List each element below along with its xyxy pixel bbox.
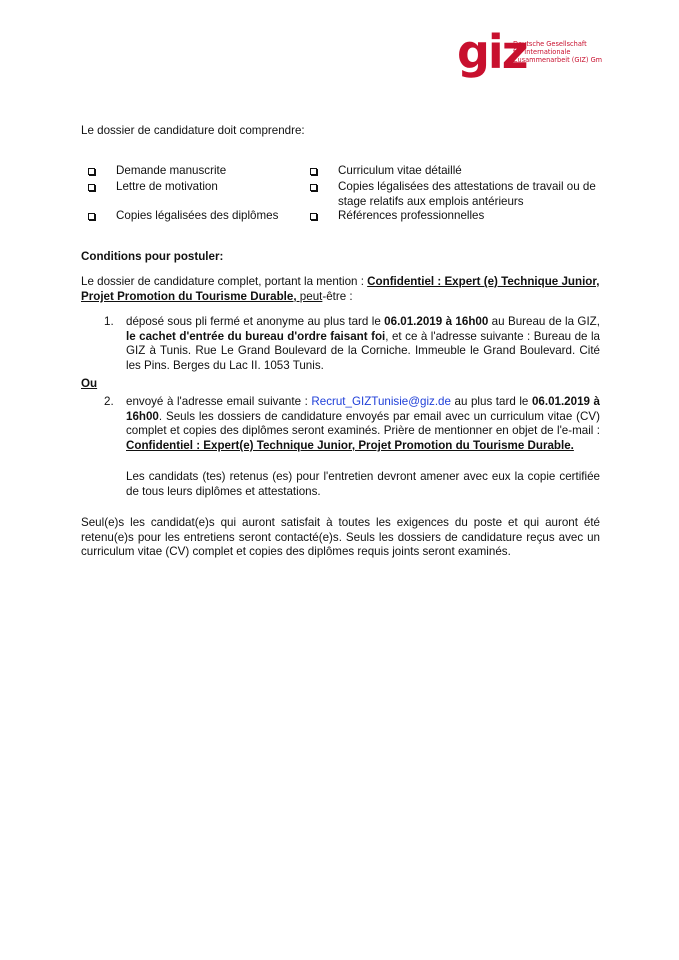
list-number: 2. [104, 395, 114, 408]
logo-text [513, 40, 602, 65]
list-number: 1. [104, 315, 114, 328]
checklist-item: Lettre de motivation [116, 180, 218, 193]
checklist-item: Références professionnelles [338, 209, 485, 222]
candidates-note: Les candidats (tes) retenus (es) pour l'entretien devront amener avec eux la copie certifiée de tous leurs diplômes et attestations. [126, 470, 600, 498]
item-text: . Seuls les dossiers de candidature envoyés par email avec un curriculum vitae (CV) complet et copies des diplômes seront examinés. Prière de mentionner en objet de l'e-mail : [126, 409, 600, 438]
checklist-item: Curriculum vitae détaillé [338, 164, 462, 177]
or-separator: Ou [81, 377, 98, 390]
mention-title: Confidentiel : Expert(e) Technique Junior, Projet Promotion du Tourisme Durable. [126, 438, 574, 452]
item-text: au plus tard le [450, 395, 532, 408]
checklist-item-line: stage relatifs aux emplois antérieurs [338, 194, 524, 208]
conditions-text: Le dossier de candidature complet, portant la mention : [81, 275, 368, 288]
conditions-text: peut [296, 289, 323, 303]
intro-text: Le dossier de candidature doit comprendre: [81, 124, 305, 137]
checklist-item [338, 180, 596, 209]
checklist-item: Copies légalisées des diplômes [116, 209, 279, 222]
checkbox-icon [88, 184, 95, 191]
list-item-email [126, 395, 600, 453]
item-text: déposé sous pli fermé et anonyme au plus tard le [126, 315, 385, 328]
logo-line: Deutsche Gesellschaft [513, 40, 587, 48]
checkbox-icon [88, 213, 95, 220]
checklist-item: Demande manuscrite [116, 164, 227, 177]
item-text: envoyé à l'adresse email suivante : [126, 395, 312, 408]
item-text: au Bureau de la GIZ, [488, 315, 600, 328]
checkbox-icon [310, 184, 317, 191]
closing-paragraph: Seul(e)s les candidat(e)s qui auront satisfait à toutes les exigences du poste et qui auront été retenu(e)s pour les entretiens seront contacté(e)s. Seuls les dossiers de candidature reçus avec un curriculum vitae (CV) complet et copies des diplômes requis joints seront examinés. [81, 516, 600, 559]
conditions-paragraph [81, 275, 599, 304]
list-item-deposit [126, 315, 600, 373]
conditions-text: -être : [322, 289, 353, 303]
mention-title: Confidentiel : Expert (e) Technique Junior, [367, 275, 600, 288]
logo-line: Zusammenarbeit (GIZ) Gm [513, 56, 603, 65]
checkbox-icon [88, 168, 95, 175]
item-text: , et ce à l'adresse suivante : Bureau de la GIZ à Tunis. Rue Le Grand Boulevard de la Corniche. Immeuble le Grand Boulevard. Cité les Pins. Berges du Lac II. 1053 Tunis. [126, 329, 600, 372]
stamp-clause: le cachet d'entrée du bureau d'ordre faisant foi [126, 329, 386, 343]
checklist-item-line: Copies légalisées des attestations de travail ou de [338, 180, 596, 193]
logo-mark: giz [457, 25, 527, 79]
email-link[interactable]: Recrut_GIZTunisie@giz.de [311, 395, 451, 408]
conditions-heading: Conditions pour postuler: [81, 250, 224, 263]
logo-line: für Internationale [513, 48, 571, 57]
deadline: 06.01.2019 à 16h00 [384, 315, 489, 328]
checkbox-icon [310, 213, 317, 220]
giz-logo [457, 25, 607, 79]
checkbox-icon [310, 168, 317, 175]
deadline: 06.01.2019 à 16h00 [126, 395, 600, 423]
mention-title: Projet Promotion du Tourisme Durable, [81, 289, 297, 303]
